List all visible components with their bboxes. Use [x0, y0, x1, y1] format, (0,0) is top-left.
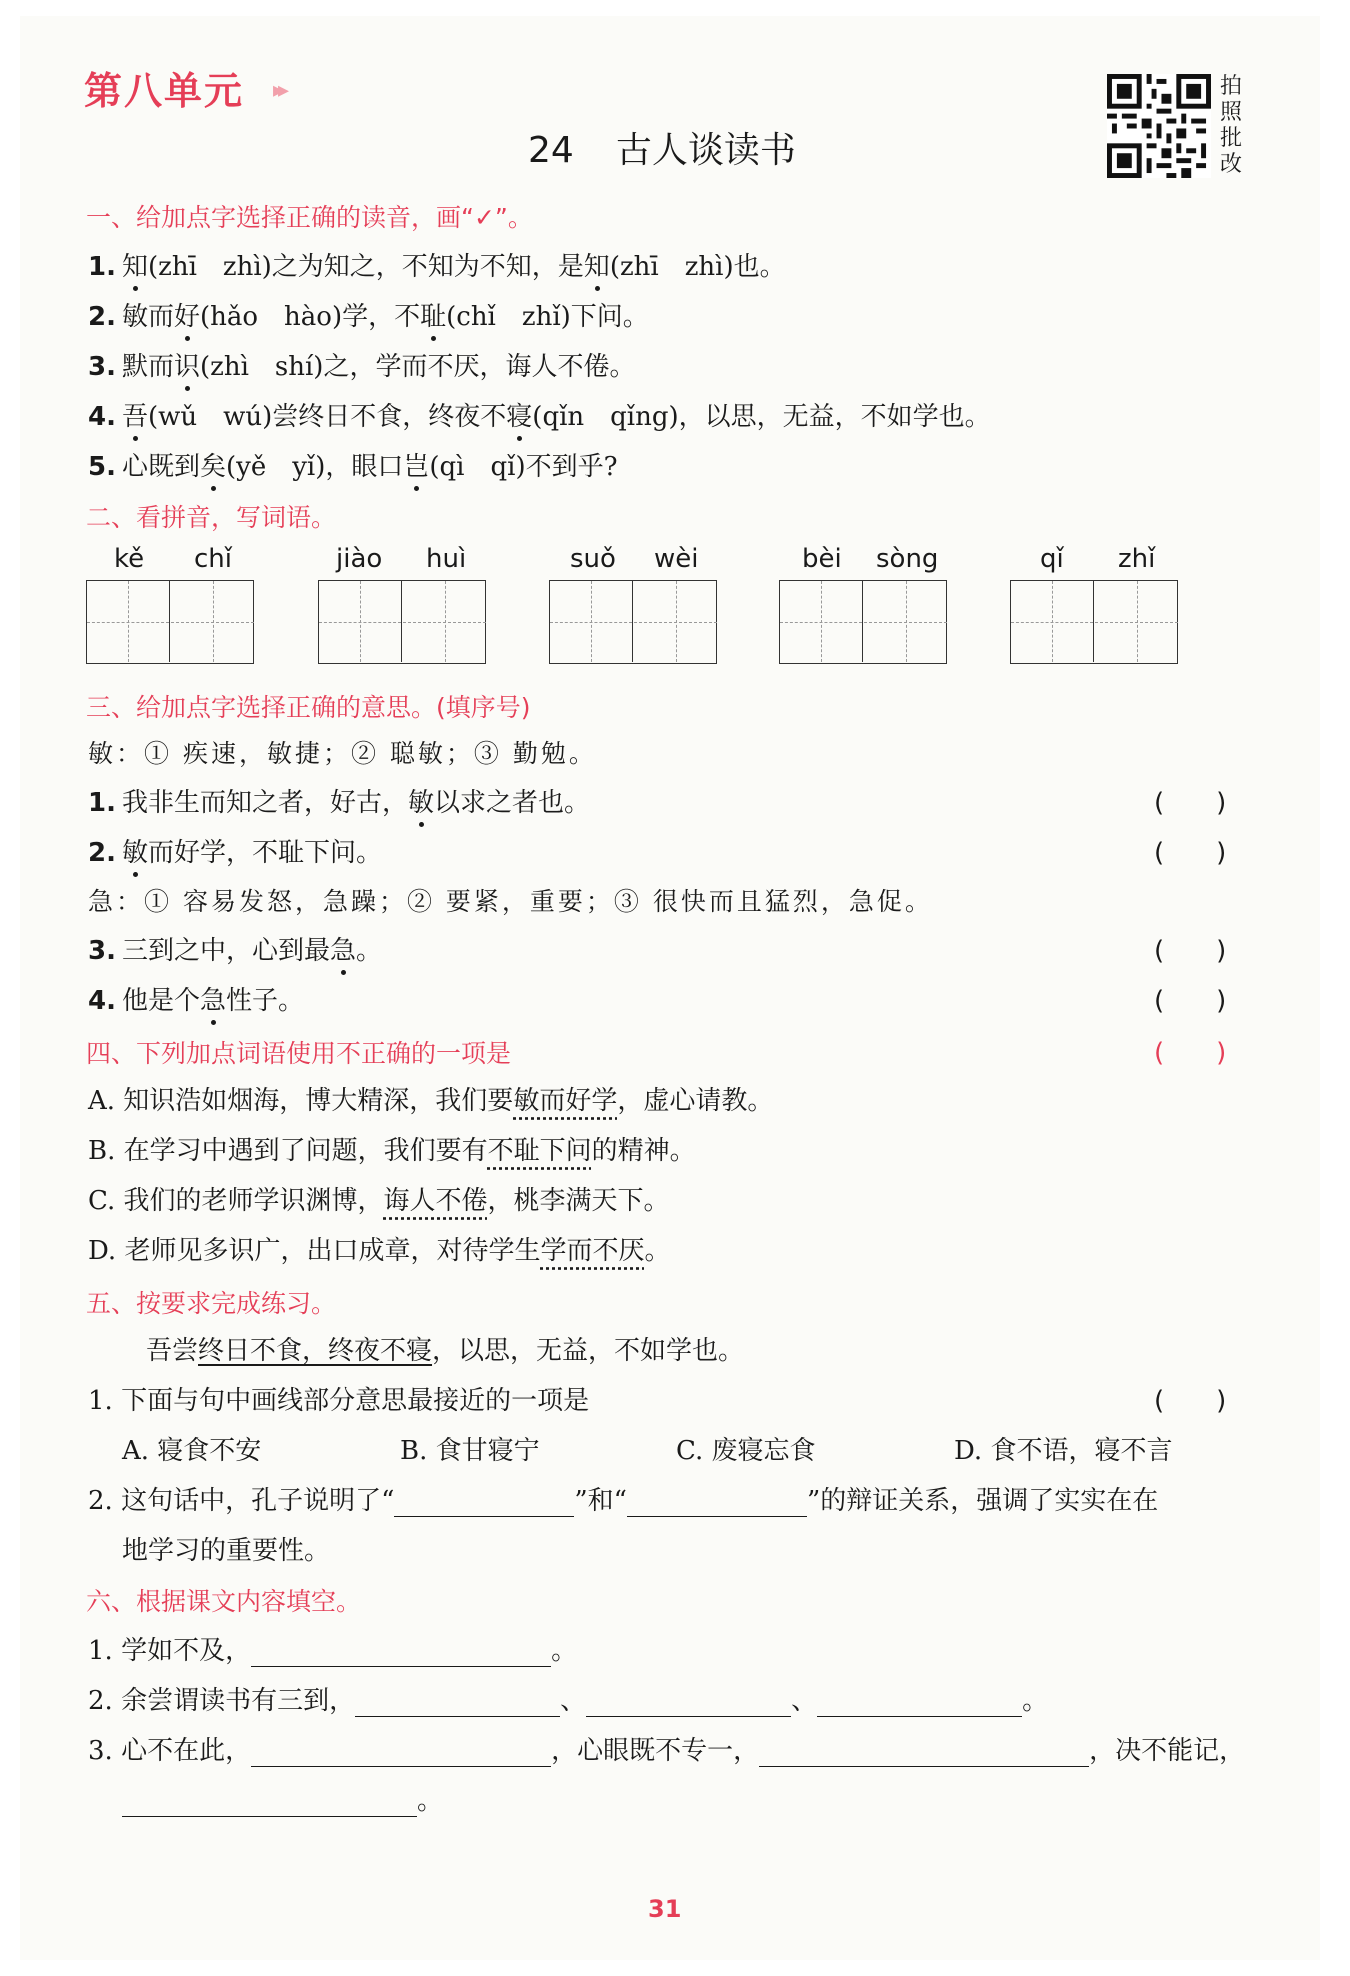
s6-question-3-cont: 。	[122, 1780, 443, 1817]
answer-blank[interactable]	[394, 1488, 574, 1517]
answer-blank[interactable]	[586, 1688, 791, 1717]
qr-code-icon[interactable]	[1107, 74, 1211, 178]
writing-grid-1[interactable]	[86, 580, 254, 664]
answer-paren[interactable]: ( )	[1154, 1386, 1227, 1416]
s1-item-3: 3. 默而识(zhì shí)之，学而不厌，诲人不倦。	[88, 346, 635, 383]
s4-option-b[interactable]: B. 在学习中遇到了问题，我们要有不耻下问的精神。	[88, 1136, 696, 1166]
pinyin: qǐ	[1040, 544, 1064, 574]
answer-blank[interactable]	[627, 1488, 807, 1517]
s5-question-2: 2. 这句话中，孔子说明了“ ”和“ ”的辩证关系，强调了实实在在	[88, 1486, 1159, 1516]
s4-option-d[interactable]: D. 老师见多识广，出口成章，对待学生学而不厌。	[88, 1236, 671, 1266]
section-6-title: 六、根据课文内容填空。	[86, 1587, 362, 1616]
s4-option-c[interactable]: C. 我们的老师学识渊博，诲人不倦，桃李满天下。	[88, 1186, 670, 1216]
s6-question-3: 3. 心不在此， ，心眼既不专一， ，决不能记，	[88, 1736, 1246, 1766]
s5-question-1: 1. 下面与句中画线部分意思最接近的一项是	[88, 1386, 590, 1416]
s1-item-5: 5. 心既到矣(yě yǐ)，眼口岂(qì qǐ)不到乎?	[88, 446, 618, 483]
pinyin: kě	[114, 544, 145, 574]
pinyin: jiào	[336, 544, 383, 574]
answer-paren[interactable]: ( )	[1154, 986, 1227, 1016]
writing-grid-4[interactable]	[779, 580, 947, 664]
pinyin: sòng	[876, 544, 939, 574]
lesson-name: 古人谈读书	[615, 130, 796, 171]
answer-paren[interactable]: ( )	[1154, 838, 1227, 868]
s5-choice-d[interactable]: D. 食不语，寝不言	[954, 1436, 1173, 1466]
lesson-title	[528, 122, 796, 173]
s4-option-a[interactable]: A. 知识浩如烟海，博大精深，我们要敏而好学，虚心请教。	[88, 1086, 774, 1116]
s3-item-2: 2. 敏而好学，不耻下问。	[88, 832, 382, 869]
s3-item-3: 3. 三到之中，心到最急。	[88, 930, 382, 967]
s3-item-4: 4. 他是个急性子。	[88, 980, 304, 1017]
answer-blank[interactable]	[251, 1638, 551, 1667]
answer-blank[interactable]	[759, 1738, 1089, 1767]
qr-label: 拍照批改	[1220, 74, 1243, 177]
section-4-title: 四、下列加点词语使用不正确的一项是	[86, 1039, 512, 1068]
section-2-title: 二、看拼音，写词语。	[86, 503, 337, 532]
writing-grid-5[interactable]	[1010, 580, 1178, 664]
answer-paren[interactable]: ( )	[1154, 788, 1227, 818]
writing-grid-2[interactable]	[318, 580, 486, 664]
s5-question-2-cont: 地学习的重要性。	[122, 1536, 331, 1566]
section-5-title: 五、按要求完成练习。	[86, 1289, 337, 1318]
pinyin: suǒ	[570, 544, 616, 574]
s5-choice-a[interactable]: A. 寝食不安	[122, 1436, 262, 1466]
pinyin: huì	[426, 544, 467, 574]
ji-definition: 急：① 容易发怒，急躁；② 要紧，重要；③ 很快而且猛烈，急促。	[88, 887, 933, 916]
answer-blank[interactable]	[817, 1688, 1022, 1717]
section-1-title: 一、给加点字选择正确的读音，画“✓”。	[86, 203, 533, 232]
pinyin: bèi	[802, 544, 842, 574]
unit-arrow-icon: ▸▸	[273, 78, 284, 103]
unit-title: 第八单元	[84, 69, 245, 113]
s5-choice-b[interactable]: B. 食甘寝宁	[400, 1436, 540, 1466]
answer-blank[interactable]	[355, 1688, 560, 1717]
section-3-title: 三、给加点字选择正确的意思。(填序号)	[86, 693, 531, 722]
s1-item-4: 4. 吾(wǔ wú)尝终日不食，终夜不寝(qǐn qǐng)，以思，无益，不如学也。	[88, 396, 991, 433]
s6-question-1: 1. 学如不及， 。	[88, 1636, 578, 1666]
s5-choice-c[interactable]: C. 废寝忘食	[676, 1436, 816, 1466]
writing-grid-3[interactable]	[549, 580, 717, 664]
answer-blank[interactable]	[122, 1788, 417, 1817]
page-number: 31	[648, 1895, 682, 1923]
s1-item-2: 2. 敏而好(hǎo hào)学，不耻(chǐ zhǐ)下问。	[88, 296, 649, 333]
s5-quote: 吾尝终日不食，终夜不寝，以思，无益，不如学也。	[146, 1336, 745, 1366]
answer-paren[interactable]: ( )	[1154, 936, 1227, 966]
pinyin: zhǐ	[1118, 544, 1156, 574]
min-definition: 敏：① 疾速，敏捷；② 聪敏；③ 勤勉。	[88, 739, 597, 768]
answer-blank[interactable]	[251, 1738, 551, 1767]
pinyin: wèi	[654, 544, 699, 574]
s6-question-2: 2. 余尝谓读书有三到， 、 、 。	[88, 1686, 1049, 1716]
lesson-number: 24	[528, 130, 574, 171]
pinyin: chǐ	[194, 544, 232, 574]
answer-paren[interactable]: ( )	[1154, 1038, 1227, 1068]
s3-item-1: 1. 我非生而知之者，好古，敏以求之者也。	[88, 782, 590, 819]
s1-item-1: 1. 知(zhī zhì)之为知之，不知为不知，是知(zhī zhì)也。	[88, 246, 786, 283]
